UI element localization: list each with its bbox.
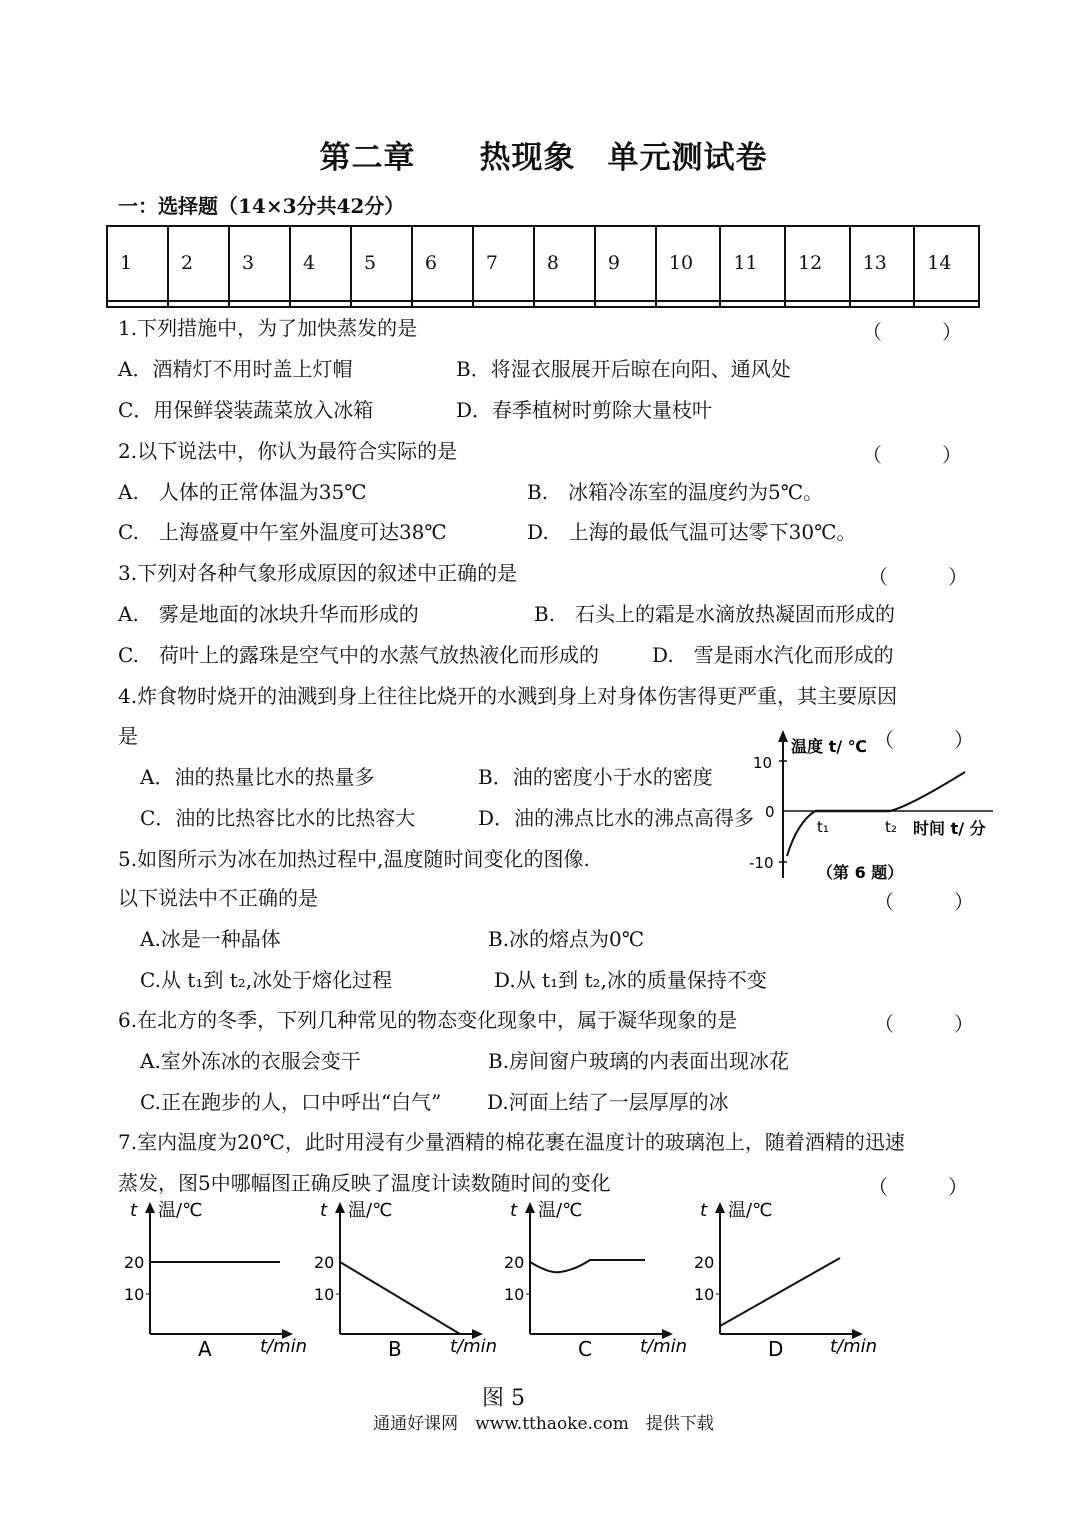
y-tick-20: 20 [314,1253,335,1272]
graph-x-label: t/min [260,1336,308,1357]
panel-letter: B [388,1337,402,1361]
answer-table-header-row [107,226,979,301]
answer-table [106,225,980,308]
question-4-option-a: A．油的热量比水的热量多 [140,765,375,789]
graph-y-label: 温度 t/ ℃ [791,737,868,756]
question-1-stem: 1.下列措施中，为了加快蒸发的是 [118,316,418,340]
graph-y-label: 温/℃ [728,1200,773,1221]
footer-credit: 通通好课网 www.tthaoke.com 提供下载 [373,1414,714,1434]
question-1-option-c: C．用保鲜袋装蔬菜放入冰箱 [118,398,374,422]
question-5-option-a: A.冰是一种晶体 [140,927,281,951]
question-number: 5 [351,226,412,301]
graph-y-axis-arrow [145,1202,155,1213]
answer-cell[interactable] [412,301,473,307]
graph-y-letter: t [510,1200,518,1221]
heating-curve-liquid [890,772,965,811]
question-number: 4 [290,226,351,301]
question-4-option-c: C．油的比热容比水的比热容大 [140,806,416,830]
graph-y-axis-arrow [525,1202,535,1213]
y-tick-10: 10 [694,1285,715,1304]
question-number: 1 [107,226,168,301]
question-5-option-d: D.从 t₁到 t₂,冰的质量保持不变 [494,968,767,992]
answer-cell[interactable] [720,301,785,307]
answer-cell[interactable] [107,301,168,307]
graph-x-label: t/min [450,1336,498,1357]
answer-paren: （ ） [868,1175,968,1199]
page-title: 第二章 热现象 单元测试卷 [319,140,768,176]
graph-y-label: 温/℃ [538,1200,583,1221]
question-1-option-a: A．酒精灯不用时盖上灯帽 [118,357,353,381]
question-7-stem-cont: 蒸发，图5中哪幅图正确反映了温度计读数随时间的变化 [118,1171,611,1195]
section-heading: 一：选择题（14×3分共42分） [118,194,405,218]
figure-5-caption: 图 5 [482,1386,525,1411]
answer-cell[interactable] [850,301,915,307]
question-6-stem: 6.在北方的冬季，下列几种常见的物态变化现象中，属于凝华现象的是 [118,1008,738,1032]
answer-cell[interactable] [473,301,534,307]
t1-label: t₁ [817,818,829,836]
question-6-option-b: B.房间窗户玻璃的内表面出现冰花 [488,1049,790,1073]
graph-x-label: 时间 t/ 分 [913,819,986,838]
question-number: 7 [473,226,534,301]
graph-y-letter: t [320,1200,328,1221]
question-4-option-d: D．油的沸点比水的沸点高得多 [478,806,755,830]
y-tick-10: 10 [314,1285,335,1304]
question-2-option-d: D. 上海的最低气温可达零下30℃。 [527,520,857,544]
y-axis-arrow [778,730,788,742]
question-4-stem: 4.炸食物时烧开的油溅到身上往往比烧开的水溅到身上对身体伤害得更严重，其主要原因 [118,684,898,708]
temperature-curve [530,1260,645,1272]
question-4-option-b: B．油的密度小于水的密度 [478,765,713,789]
graph-y-axis-arrow [335,1202,345,1213]
question-number: 8 [534,226,595,301]
graph-caption: （第 6 题） [817,863,904,882]
graph-y-label: 温/℃ [158,1200,203,1221]
question-number: 12 [785,226,850,301]
question-5-stem-cont: 以下说法中不正确的是 [118,886,318,910]
question-number: 6 [412,226,473,301]
question-2-option-c: C. 上海盛夏中午室外温度可达38℃ [118,520,447,544]
answer-cell[interactable] [534,301,595,307]
question-6-option-c: C.正在跑步的人，口中呼出“白气” [140,1090,442,1114]
t2-label: t₂ [885,818,897,836]
y-tick-20: 20 [124,1253,145,1272]
question-number: 9 [595,226,656,301]
question-1-option-d: D．春季植树时剪除大量枝叶 [456,398,713,422]
ice-heating-graph [735,728,1000,888]
question-number: 3 [229,226,290,301]
answer-cell[interactable] [168,301,229,307]
y-tick-label: -10 [749,854,774,872]
question-4-stem-cont: 是 [118,724,138,748]
question-5-stem: 5.如图所示为冰在加热过程中,温度随时间变化的图像. [118,847,590,871]
panel-letter: C [578,1337,592,1361]
y-tick-label: 10 [753,754,773,772]
answer-cell[interactable] [351,301,412,307]
answer-cell[interactable] [914,301,979,307]
answer-paren: （ ） [874,1012,974,1036]
answer-paren: （ ） [862,320,962,344]
heating-curve-solid [787,811,815,856]
graph-x-label: t/min [640,1336,688,1357]
question-3-option-c: C. 荷叶上的露珠是空气中的水蒸气放热液化而形成的 [118,643,599,667]
graph-y-letter: t [130,1200,138,1221]
graph-y-label: 温/℃ [348,1200,393,1221]
question-number: 10 [656,226,721,301]
panel-letter: A [198,1337,212,1361]
temperature-curve [720,1258,840,1326]
y-tick-10: 10 [124,1285,145,1304]
answer-table-blank-row [107,301,979,307]
answer-paren: （ ） [874,890,974,914]
panel-letter: D [768,1337,784,1361]
question-7-stem: 7.室内温度为20℃，此时用浸有少量酒精的棉花裹在温度计的玻璃泡上，随着酒精的迅速 [118,1130,905,1154]
question-number: 2 [168,226,229,301]
figure-5 [110,1196,980,1366]
question-number: 13 [850,226,915,301]
y-tick-label: 0 [765,803,775,821]
answer-paren: （ ） [862,443,962,467]
graph-x-label: t/min [830,1336,878,1357]
graph-y-axis-arrow [715,1202,725,1213]
question-2-option-a: A. 人体的正常体温为35℃ [118,480,367,504]
answer-cell[interactable] [656,301,721,307]
answer-paren: （ ） [874,728,974,752]
answer-cell[interactable] [290,301,351,307]
y-tick-20: 20 [694,1253,715,1272]
graph-y-letter: t [700,1200,708,1221]
answer-paren: （ ） [868,565,968,589]
question-number: 11 [720,226,785,301]
answer-cell[interactable] [229,301,290,307]
question-number: 14 [914,226,979,301]
question-2-option-b: B. 冰箱冷冻室的温度约为5℃。 [527,480,824,504]
question-5-option-b: B.冰的熔点为0℃ [488,927,645,951]
y-tick-10: 10 [504,1285,525,1304]
question-3-option-d: D. 雪是雨水汽化而形成的 [652,643,894,667]
answer-cell[interactable] [595,301,656,307]
temperature-curve [340,1262,460,1334]
question-5-option-c: C.从 t₁到 t₂,冰处于熔化过程 [140,968,393,992]
answer-cell[interactable] [785,301,850,307]
y-tick-20: 20 [504,1253,525,1272]
question-3-option-a: A. 雾是地面的冰块升华而形成的 [118,602,419,626]
question-6-option-a: A.室外冻冰的衣服会变干 [140,1049,361,1073]
question-2-stem: 2.以下说法中，你认为最符合实际的是 [118,439,458,463]
question-3-option-b: B. 石头上的霜是水滴放热凝固而形成的 [534,602,896,626]
question-3-stem: 3.下列对各种气象形成原因的叙述中正确的是 [118,561,518,585]
question-1-option-b: B．将湿衣服展开后晾在向阳、通风处 [456,357,791,381]
question-6-option-d: D.河面上结了一层厚厚的冰 [487,1090,729,1114]
